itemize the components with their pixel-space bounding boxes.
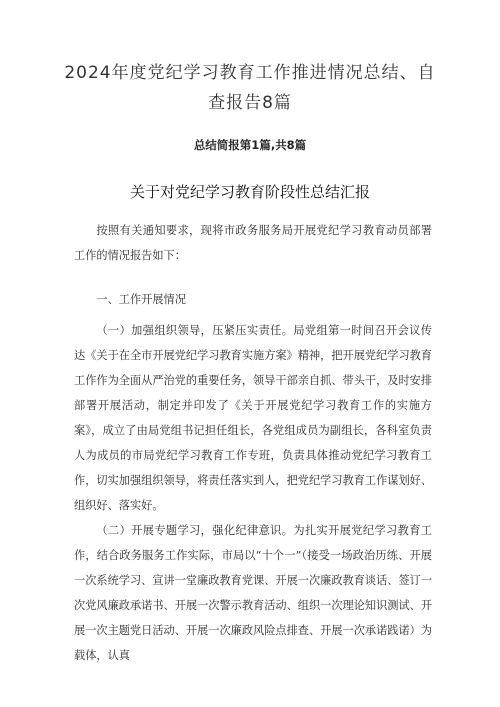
article-title: 关于对党纪学习教育阶段性总结汇报: [129, 183, 370, 201]
document-subtitle: 总结简报第1篇,共8篇: [193, 138, 307, 152]
paragraph-item-2: （二）开展专题学习，强化纪律意识。为扎实开展党纪学习教育工作，结合政务服务工作实际，市局以“十个一”（接受一场政治历练、开展一次系统学习、宣讲一堂廉政教育党课、开展一次廉政教育谈话、签订一次党风廉政承诺书、开展一次警示教育活动、组织一次理论知识测试、开展一次主题党日活动、开展一次廉政风险点排查、开展一次承诺践诺）为载体，认真: [74, 524, 433, 662]
paragraph-item-1: （一）加强组织领导，压紧压实责任。局党组第一时间召开会议传达《关于在全市开展党纪学习教育实施方案》精神，把开展党纪学习教育工作作为全面从严治党的重要任务，领导干部亲自抓、带头干，及时安排部署开展活动，制定并印发了《关于开展党纪学习教育工作的实施方案》，成立了由局党组书记担任组长，各党组成员为副组长，各科室负责人为成员的市局党纪学习教育工作专班，负责具体推动党纪学习教育工作，切实加强组织领导，将责任落实到人，把党纪学习教育工作谋划好、组织好、落实好。: [74, 324, 433, 512]
intro-paragraph: 按照有关通知要求，现将市政务服务局开展党纪学习教育动员部署工作的情况报告如下：: [74, 224, 432, 262]
document-title: 2024年度党纪学习教育工作推进情况总结、自查报告8篇: [64, 63, 436, 113]
section-heading: 一、工作开展情况: [96, 293, 186, 306]
